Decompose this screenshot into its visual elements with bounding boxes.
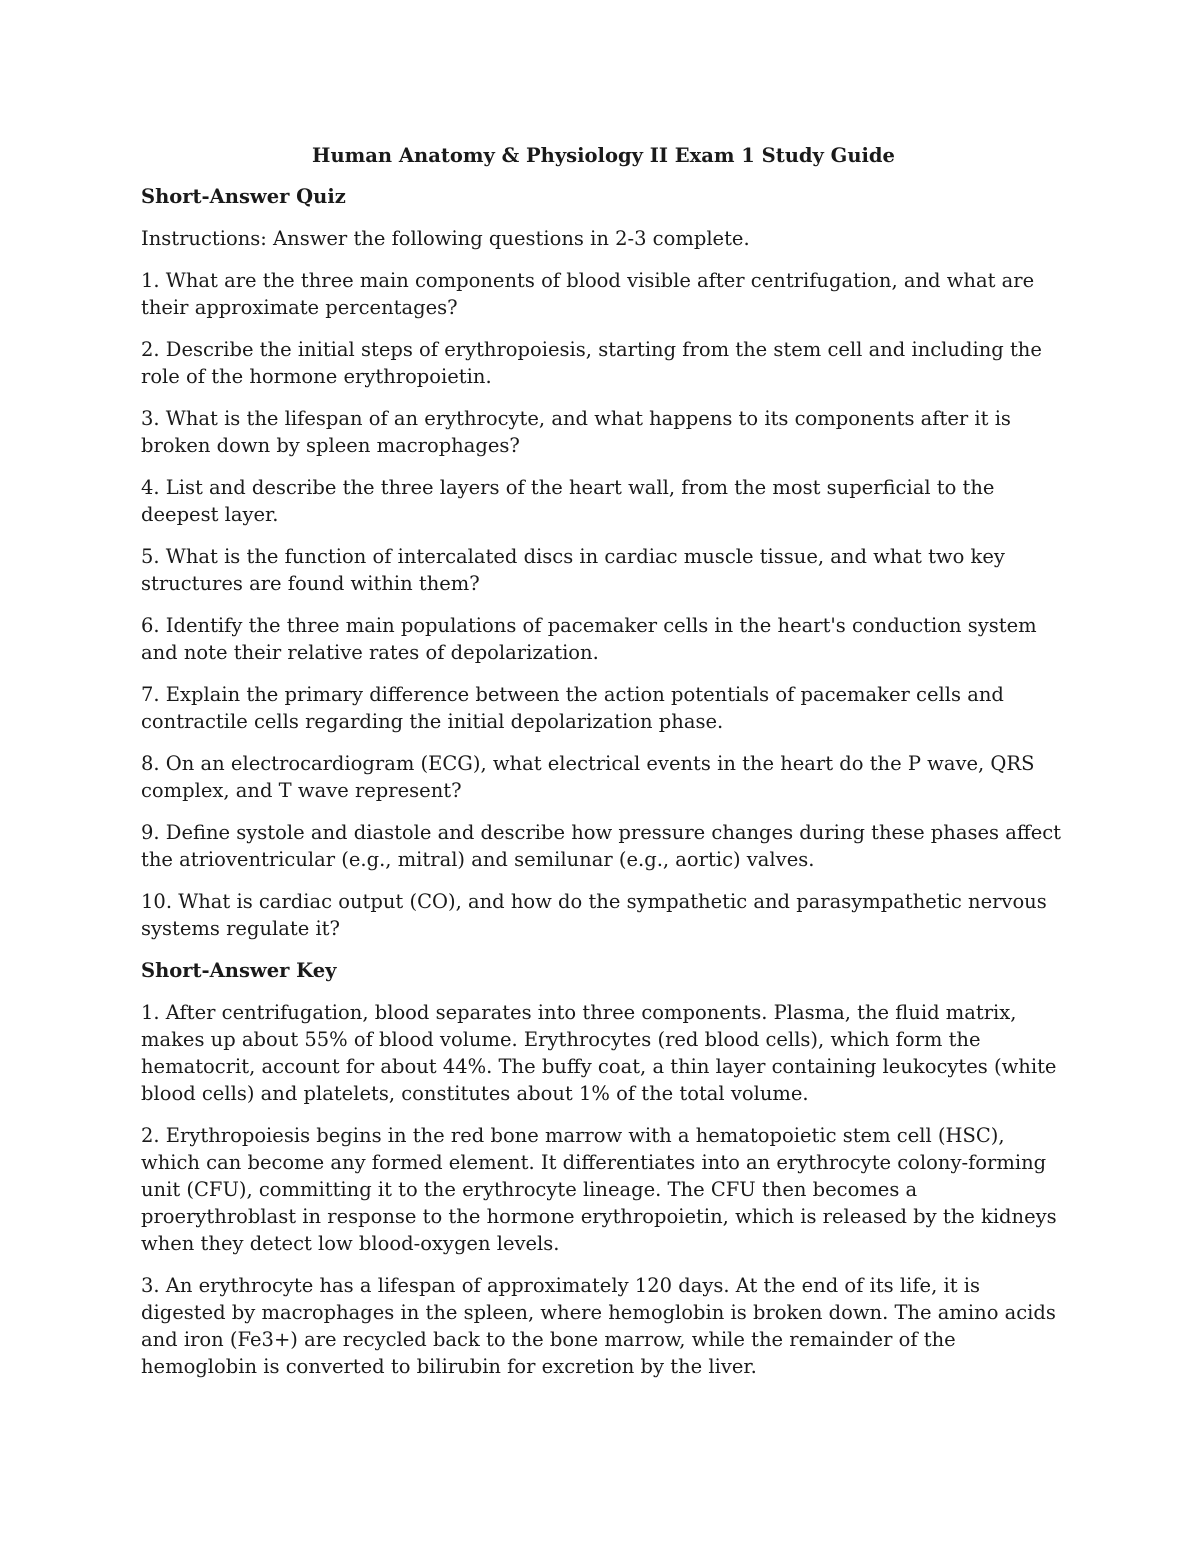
answer-key-item: 3. An erythrocyte has a lifespan of approximately 120 days. At the end of its life, it is digested by macrophages in the spleen, where hemoglobin is broken down. The amino acids and iron (Fe3+) are recycled back to the bone marrow, while the remainder of the hemoglobin is converted to bilirubin for excretion by the liver.: [141, 1274, 1056, 1378]
quiz-question: 9. Define systole and diastole and describe how pressure changes during these phases affect the atrioventricular (e.g., mitral) and semilunar (e.g., aortic) valves.: [141, 821, 1062, 871]
quiz-question: 6. Identify the three main populations of pacemaker cells in the heart's conduction system and note their relative rates of depolarization.: [141, 614, 1037, 664]
answer-key-list: [141, 999, 1066, 1380]
answer-key-item: 1. After centrifugation, blood separates into three components. Plasma, the fluid matrix, makes up about 55% of blood volume. Erythrocytes (red blood cells), which form the hematocrit, account for about 44%. The buffy coat, a thin layer containing leukocytes (white blood cells) and platelets, constitutes about 1% of the total volume.: [141, 1001, 1057, 1105]
quiz-question: 8. On an electrocardiogram (ECG), what electrical events in the heart do the P wave, QRS complex, and T wave represent?: [141, 752, 1035, 802]
document-title: Human Anatomy & Physiology II Exam 1 Study Guide: [312, 144, 895, 167]
quiz-heading: Short-Answer Quiz: [141, 185, 346, 208]
quiz-instructions: Instructions: Answer the following questions in 2-3 complete.: [141, 227, 750, 250]
quiz-question: 4. List and describe the three layers of the heart wall, from the most superficial to the deepest layer.: [141, 476, 995, 526]
quiz-question: 5. What is the function of intercalated discs in cardiac muscle tissue, and what two key structures are found within them?: [141, 545, 1005, 595]
quiz-question-list: [141, 267, 1066, 942]
answer-key-item: 2. Erythropoiesis begins in the red bone marrow with a hematopoietic stem cell (HSC), which can become any formed element. It differentiates into an erythrocyte colony-forming unit (CFU), committing it to the erythrocyte lineage. The CFU then becomes a proerythroblast in response to the hormone erythropoietin, which is released by the kidneys when they detect low blood-oxygen levels.: [141, 1124, 1057, 1255]
key-heading: Short-Answer Key: [141, 959, 337, 982]
quiz-question: 10. What is cardiac output (CO), and how do the sympathetic and parasympathetic nervous systems regulate it?: [141, 890, 1047, 940]
document-body: [141, 142, 1066, 1395]
quiz-question: 3. What is the lifespan of an erythrocyte, and what happens to its components after it is broken down by spleen macrophages?: [141, 407, 1011, 457]
quiz-question: 1. What are the three main components of blood visible after centrifugation, and what are their approximate percentages?: [141, 269, 1035, 319]
quiz-question: 2. Describe the initial steps of erythropoiesis, starting from the stem cell and including the role of the hormone erythropoietin.: [141, 338, 1042, 388]
quiz-question: 7. Explain the primary difference between the action potentials of pacemaker cells and contractile cells regarding the initial depolarization phase.: [141, 683, 1004, 733]
